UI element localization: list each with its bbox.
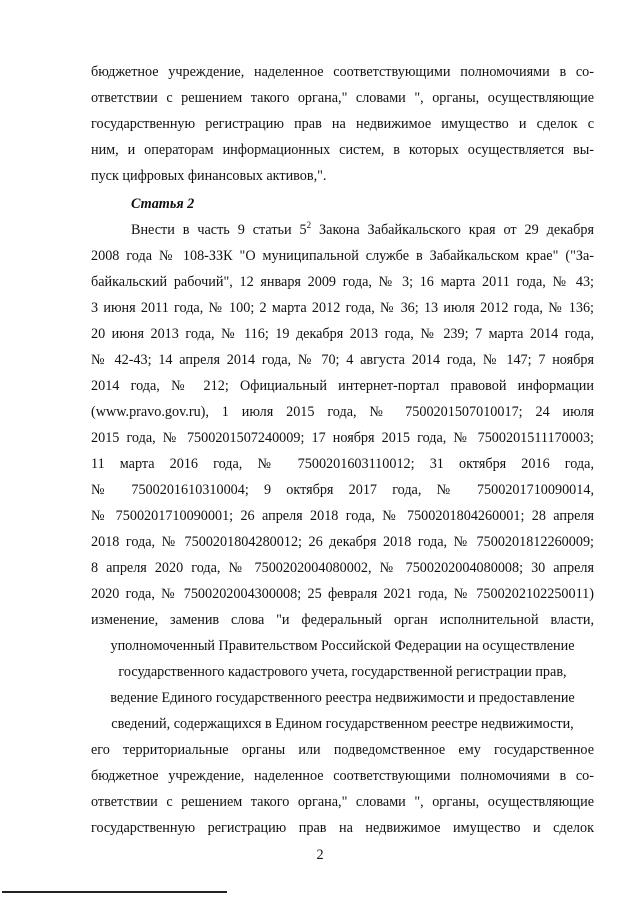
text-line: ведение Единого государственного реестра недвижимости и предоставление <box>110 690 575 706</box>
text-fragment: Закона Забайкальского края от 29 декабря <box>311 222 595 238</box>
text-line: государственную регистрацию прав на недвижимое имущество и сделок <box>91 820 594 836</box>
text-line: ним, и операторам информационных систем, в которых осуществляется вы- <box>91 142 594 158</box>
text-line: уполномоченный Правительством Российской Федерации на осуществление <box>110 638 575 654</box>
text-line: № 42-43; 14 апреля 2014 года, № 70; 4 августа 2014 года, № 147; 7 ноября <box>91 352 594 368</box>
text-line: 2015 года, № 7500201507240009; 17 ноября 2015 года, № 7500201511170003; <box>91 430 594 446</box>
text-line: изменение, заменив слова "и федеральный орган исполнительной власти, <box>91 612 594 628</box>
text-line: 3 июня 2011 года, № 100; 2 марта 2012 года, № 36; 13 июля 2012 года, № 136; <box>91 300 594 316</box>
text-line: государственную регистрацию прав на недвижимое имущество и сделок с <box>91 116 594 132</box>
text-line: байкальский рабочий", 12 января 2009 года, № 3; 16 марта 2011 года, № 43; <box>91 274 594 290</box>
text-line: 2018 года, № 7500201804280012; 26 декабря 2018 года, № 7500201812260009; <box>91 534 594 550</box>
text-line: сведений, содержащихся в Едином государственном реестре недвижимости, <box>111 716 574 732</box>
text-line: 20 июня 2013 года, № 116; 19 декабря 2013 года, № 239; 7 марта 2014 года, <box>91 326 594 342</box>
text-line: 8 апреля 2020 года, № 7500202004080002, № 7500202004080008; 30 апреля <box>91 560 594 576</box>
text-line: 2014 года, № 212; Официальный интернет-портал правовой информации <box>91 378 594 394</box>
text-line: № 7500201710090001; 26 апреля 2018 года, № 7500201804260001; 28 апреля <box>91 508 594 524</box>
text-line: бюджетное учреждение, наделенное соответствующими полномочиями в со- <box>91 64 594 80</box>
text-fragment: Внести в часть 9 статьи 5 <box>131 222 307 238</box>
text-line: его территориальные органы или подведомственное ему государственное <box>91 742 594 758</box>
text-line: 2008 года № 108-ЗЗК "О муниципальной службе в Забайкальском крае" ("За- <box>91 248 594 264</box>
article-heading: Статья 2 <box>131 196 195 212</box>
text-line: ответствии с решением такого органа," словами ", органы, осуществляющие <box>91 794 594 810</box>
text-line: бюджетное учреждение, наделенное соответствующими полномочиями в со- <box>91 768 594 784</box>
superscript: 2 <box>306 220 312 230</box>
page-number: 2 <box>316 847 324 863</box>
text-line: 2020 года, № 7500202004300008; 25 февраля 2021 года, № 7500202102250011) <box>91 586 594 602</box>
text-line: 11 марта 2016 года, № 7500201603110012; 31 октября 2016 года, <box>91 456 594 472</box>
text-line: пуск цифровых финансовых активов,". <box>91 168 327 184</box>
text-line: ответствии с решением такого органа," словами ", органы, осуществляющие <box>91 90 594 106</box>
text-line <box>131 220 594 240</box>
text-line: (www.pravo.gov.ru), 1 июля 2015 года, № 7500201507010017; 24 июля <box>91 404 594 420</box>
footer-divider <box>2 891 227 893</box>
text-line: № 7500201610310004; 9 октября 2017 года, № 7500201710090014, <box>91 482 594 498</box>
text-line: государственного кадастрового учета, государственной регистрации прав, <box>118 664 567 680</box>
